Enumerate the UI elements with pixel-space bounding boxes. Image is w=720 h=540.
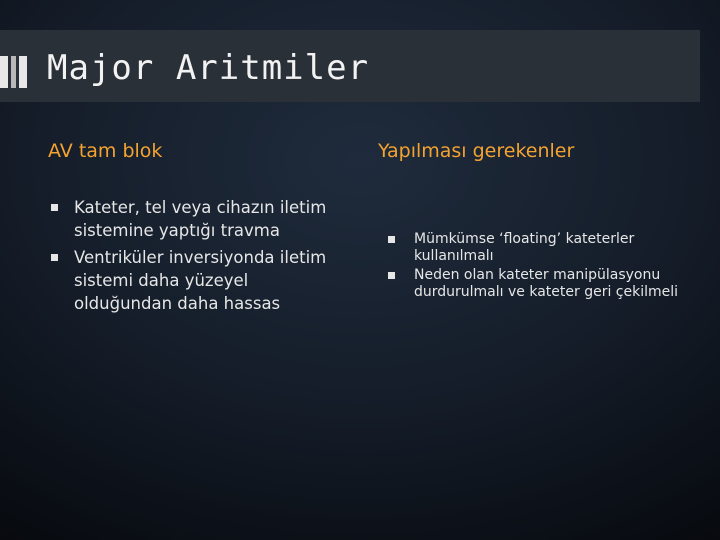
- left-column-heading: AV tam blok: [48, 140, 163, 162]
- bullet-item: [388, 267, 688, 301]
- bullet-item: [48, 196, 338, 242]
- title-decoration: [11, 56, 16, 88]
- bullet-item: [48, 246, 338, 315]
- square-bullet-icon: [388, 272, 395, 279]
- title-decoration: [0, 56, 8, 88]
- bullet-text: Neden olan kateter manipülasyonu durdurulmalı ve kateter geri çekilmeli: [414, 267, 679, 300]
- square-bullet-icon: [51, 204, 58, 211]
- bullet-text: Kateter, tel veya cihazın iletim sistemine yaptığı travma: [74, 198, 327, 240]
- right-bullet-list: [388, 231, 688, 303]
- slide-title: Major Aritmiler: [47, 48, 370, 88]
- bullet-text: Mümkümse ‘floating’ kateterler kullanılmalı: [414, 231, 635, 264]
- right-column-heading: Yapılması gerekenler: [378, 140, 575, 162]
- title-decoration: [19, 56, 27, 88]
- square-bullet-icon: [51, 254, 58, 261]
- bullet-item: [388, 231, 688, 265]
- bullet-text: Ventriküler inversiyonda iletim sistemi daha yüzeyel olduğundan daha hassas: [74, 248, 327, 313]
- square-bullet-icon: [388, 236, 395, 243]
- left-bullet-list: [48, 196, 338, 319]
